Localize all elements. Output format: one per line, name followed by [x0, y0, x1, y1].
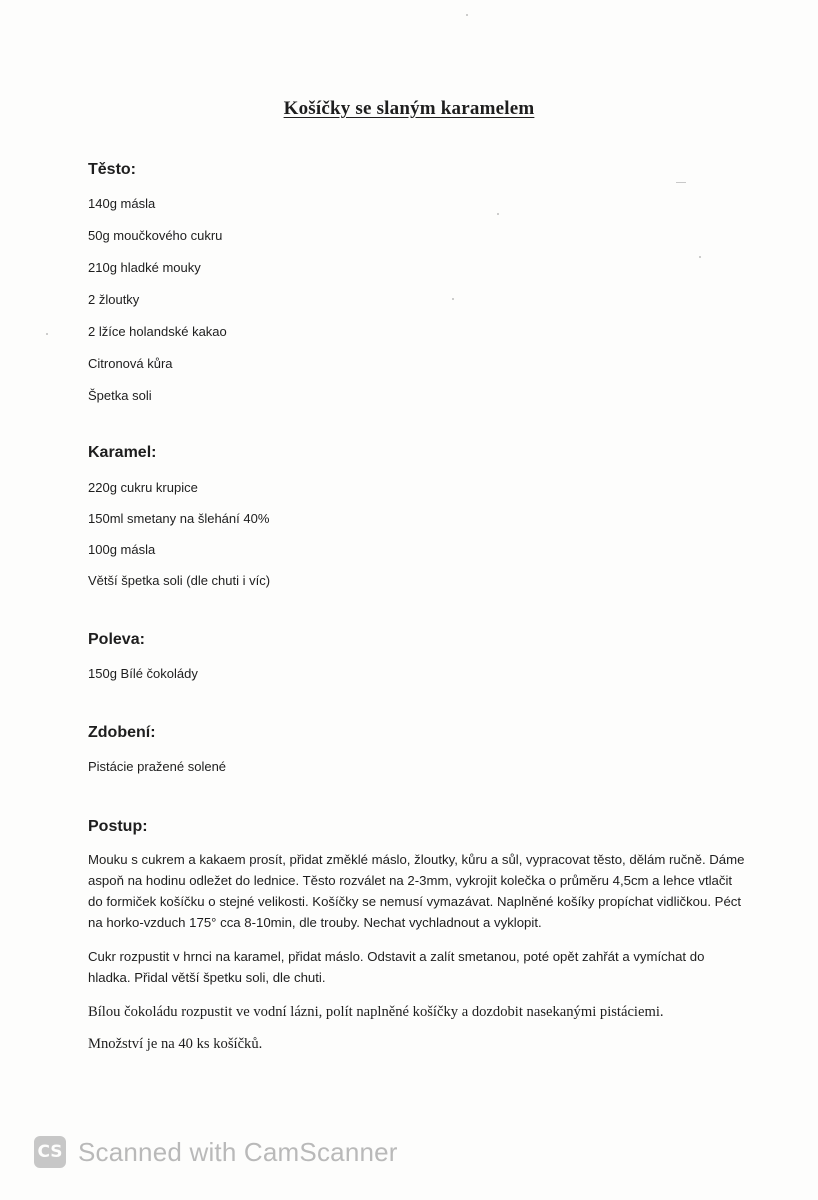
- ingredient-item: Špetka soli: [88, 388, 152, 403]
- ingredient-item: 150g Bílé čokolády: [88, 666, 198, 681]
- camscanner-logo-icon: CS: [34, 1136, 66, 1168]
- section-heading: Zdobení:: [88, 724, 156, 741]
- scan-speck: [699, 256, 701, 258]
- section-heading: Karamel:: [88, 444, 157, 461]
- scan-speck: [46, 333, 48, 335]
- ingredient-item: 100g másla: [88, 542, 156, 557]
- scan-artifact: [676, 182, 686, 183]
- ingredient-item: 2 lžíce holandské kakao: [88, 324, 227, 339]
- ingredient-item: 2 žloutky: [88, 292, 140, 307]
- ingredient-item: 50g moučkového cukru: [88, 228, 223, 243]
- section-zdobeni: [88, 723, 748, 791]
- ingredient-list: [88, 666, 748, 698]
- section-testo: [88, 160, 748, 420]
- scan-speck: [497, 213, 499, 215]
- ingredient-list: [88, 480, 748, 604]
- ingredient-item: 210g hladké mouky: [88, 260, 201, 275]
- ingredient-item: Pistácie pražené solené: [88, 759, 227, 774]
- section-poleva: [88, 630, 748, 698]
- ingredient-item: 150ml smetany na šlehání 40%: [88, 511, 270, 526]
- section-postup: [88, 817, 748, 1065]
- ingredient-item: 220g cukru krupice: [88, 480, 198, 495]
- yield-note: Množství je na 40 ks košíčků.: [88, 1036, 263, 1052]
- instruction-paragraph: Cukr rozpustit v hrnci na karamel, přidat máslo. Odstavit a zalít smetanou, poté opět zahřát a vymíchat do hladka. Přidal větší špetku soli, dle chuti.: [88, 949, 705, 985]
- watermark-text: Scanned with CamScanner: [78, 1136, 398, 1167]
- page-title: Košíčky se slaným karamelem: [283, 98, 535, 119]
- ingredient-item: Větší špetka soli (dle chuti i víc): [88, 573, 271, 588]
- section-heading: Poleva:: [88, 631, 145, 648]
- scan-speck: [466, 14, 468, 16]
- instruction-paragraph: Mouku s cukrem a kakaem prosít, přidat změklé máslo, žloutky, kůru a sůl, vypracovat těsto, dělám ručně. Dáme aspoň na hodinu odležet do lednice. Těsto rozválet na 2-3mm, vykrojit kolečka o průměru 4,5cm a lehce vtlačit do formiček košíčku o stejné velikosti. Košíčky se nemusí vymazávat. Naplněné košíky propíchat vidličkou. Péct na horko-vzduch 175° cca 8-10min, dle trouby. Nechat vychladnout a vyklopit.: [88, 852, 745, 930]
- instruction-paragraph: Bílou čokoládu rozpustit ve vodní lázni, polít naplněné košíčky a dozdobit nasekanými pistáciemi.: [88, 1004, 664, 1020]
- ingredient-list: [88, 759, 748, 791]
- ingredient-list: [88, 196, 748, 420]
- ingredient-item: Citronová kůra: [88, 356, 173, 371]
- scan-speck: [452, 298, 454, 300]
- section-karamel: [88, 443, 748, 604]
- camscanner-watermark: [34, 1136, 398, 1168]
- section-heading: Těsto:: [88, 161, 136, 178]
- section-heading: Postup:: [88, 818, 148, 835]
- ingredient-item: 140g másla: [88, 196, 156, 211]
